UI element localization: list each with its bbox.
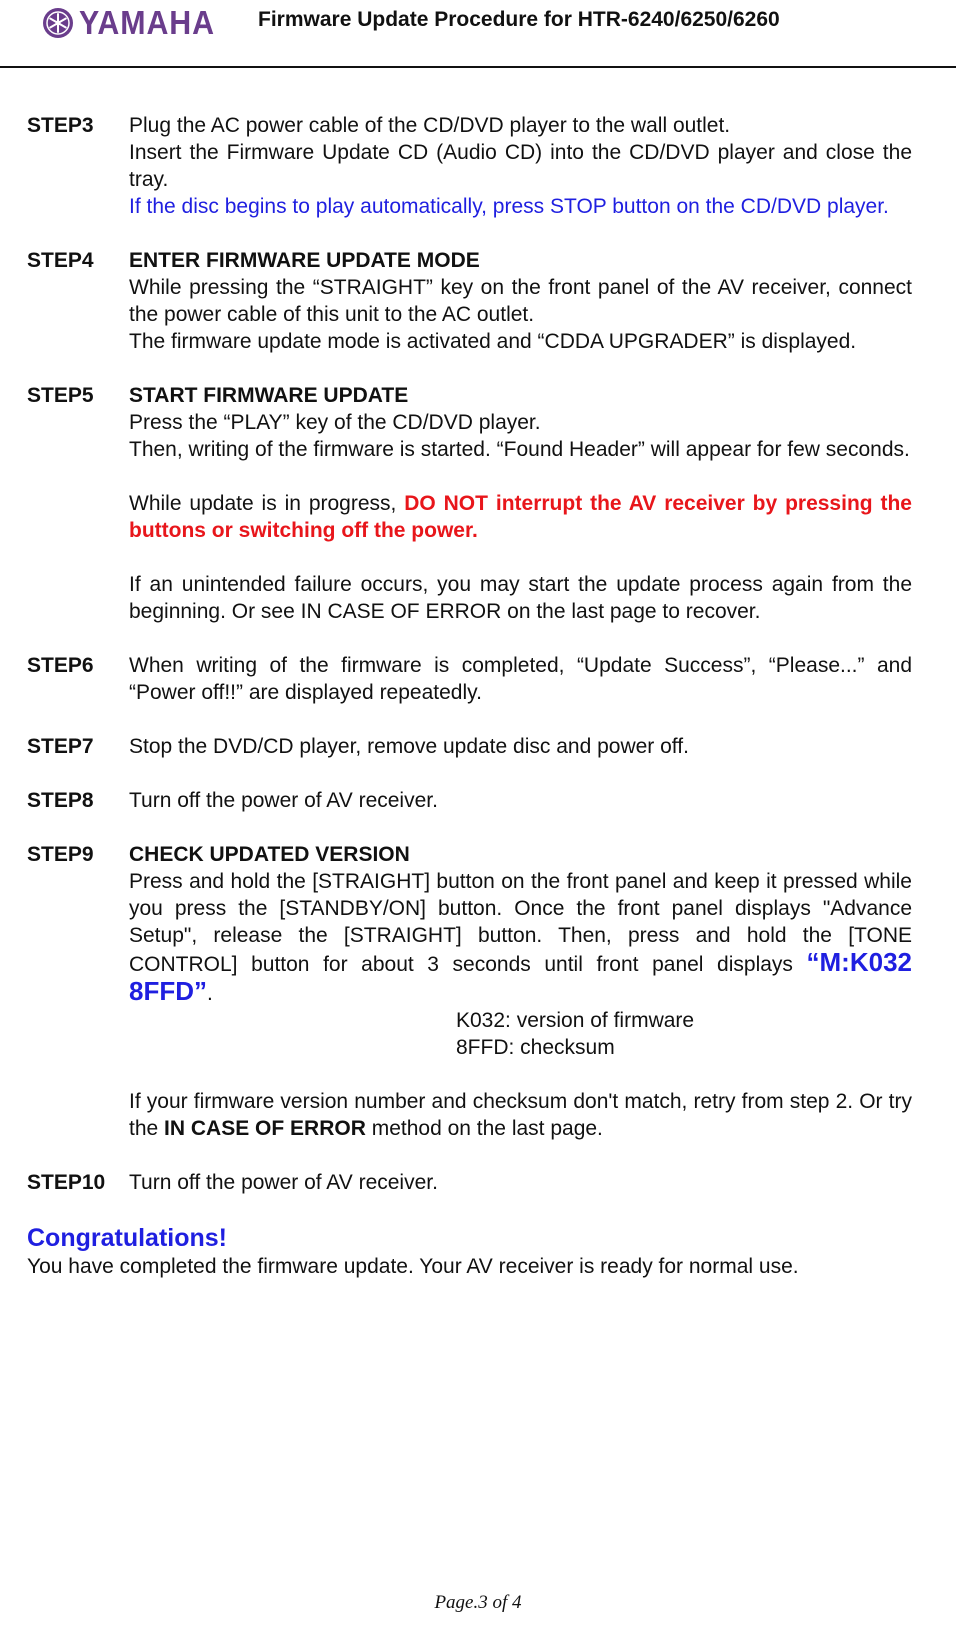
checksum-note: 8FFD: checksum xyxy=(456,1036,615,1059)
step-text: Stop the DVD/CD player, remove update disc and power off. xyxy=(129,735,689,758)
congratulations-heading: Congratulations! xyxy=(27,1224,227,1252)
version-code: “M:K032 8FFD” xyxy=(129,947,939,1006)
page-number: Page.3 of 4 xyxy=(434,1592,522,1613)
step-5 xyxy=(27,382,912,625)
step-9 xyxy=(27,841,939,1142)
step-label: STEP7 xyxy=(27,735,94,758)
document-title: Firmware Update Procedure for HTR-6240/6250/6260 xyxy=(258,8,780,31)
header-divider xyxy=(0,66,956,68)
step-body xyxy=(129,733,912,760)
step-note: If the disc begins to play automatically, press STOP button on the CD/DVD player. xyxy=(129,195,889,218)
step-text: Plug the AC power cable of the CD/DVD player to the wall outlet. xyxy=(129,114,731,137)
step-6 xyxy=(27,652,912,706)
step-body xyxy=(129,787,912,814)
punctuation: . xyxy=(207,982,213,1005)
version-note: K032: version of firmware xyxy=(456,1009,695,1032)
step-text xyxy=(129,1088,912,1142)
step-4 xyxy=(27,247,912,355)
step-text-body: Press and hold the [STRAIGHT] button on the front panel and keep it pressed while you press the [STANDBY/ON] button. Once the front panel displays "Advance Setup", release the [STRAIGHT] button. Then, press and hold the [TONE CONTROL] button for about 3 seconds until front panel displays xyxy=(129,870,912,976)
step-text: Insert the Firmware Update CD (Audio CD) into the CD/DVD player and close the tray. xyxy=(129,141,912,191)
step-10 xyxy=(27,1169,912,1196)
step-text: Then, writing of the firmware is started. “Found Header” will appear for few seconds. xyxy=(129,438,910,461)
step-body xyxy=(129,382,912,625)
step-label: STEP6 xyxy=(27,654,94,677)
step-text: Turn off the power of AV receiver. xyxy=(129,789,438,812)
step-text: If an unintended failure occurs, you may start the update process again from the beginning. Or see IN CASE OF ERROR on the last page to recover. xyxy=(129,573,912,623)
step-heading: START FIRMWARE UPDATE xyxy=(129,384,409,407)
main-content xyxy=(27,112,939,1280)
error-reference: IN CASE OF ERROR xyxy=(164,1117,366,1140)
tuning-fork-icon xyxy=(43,8,73,38)
step-label: STEP10 xyxy=(27,1171,106,1194)
step-body xyxy=(129,112,912,220)
step-text: The firmware update mode is activated and “CDDA UPGRADER” is displayed. xyxy=(129,330,857,353)
yamaha-logo xyxy=(43,4,227,42)
step-3 xyxy=(27,112,912,220)
step-label: STEP5 xyxy=(27,384,94,407)
step-body xyxy=(129,247,912,355)
step-body xyxy=(129,652,912,706)
retry-prefix: If your firmware version number and checksum don't match, retry from step 2. Or try the xyxy=(129,1090,912,1140)
step-text: When writing of the firmware is completed, “Update Success”, “Please...” and “Power off!!” are displayed repeatedly. xyxy=(129,654,912,704)
step-body xyxy=(129,1169,912,1196)
step-text: Turn off the power of AV receiver. xyxy=(129,1171,438,1194)
warning-text: DO NOT interrupt the AV receiver by pressing the buttons or switching off the power. xyxy=(129,492,912,542)
warning-paragraph xyxy=(129,490,912,544)
step-heading: ENTER FIRMWARE UPDATE MODE xyxy=(129,249,480,272)
brand-name: YAMAHA xyxy=(79,4,215,41)
retry-suffix: method on the last page. xyxy=(365,1117,603,1140)
step-8 xyxy=(27,787,912,814)
page-header xyxy=(0,0,956,70)
step-7 xyxy=(27,733,912,760)
step-label: STEP3 xyxy=(27,114,94,137)
step-text: While pressing the “STRAIGHT” key on the front panel of the AV receiver, connect the power cable of this unit to the AC outlet. xyxy=(129,276,912,326)
step-label: STEP4 xyxy=(27,249,94,272)
step-text xyxy=(129,868,939,1007)
step-label: STEP9 xyxy=(27,843,94,866)
step-heading: CHECK UPDATED VERSION xyxy=(129,843,410,866)
step-text: Press the “PLAY” key of the CD/DVD player. xyxy=(129,411,541,434)
step-label: STEP8 xyxy=(27,789,94,812)
completion-text: You have completed the firmware update. Your AV receiver is ready for normal use. xyxy=(27,1255,799,1278)
warning-prefix: While update is in progress, xyxy=(129,492,405,515)
step-body xyxy=(129,841,939,1142)
